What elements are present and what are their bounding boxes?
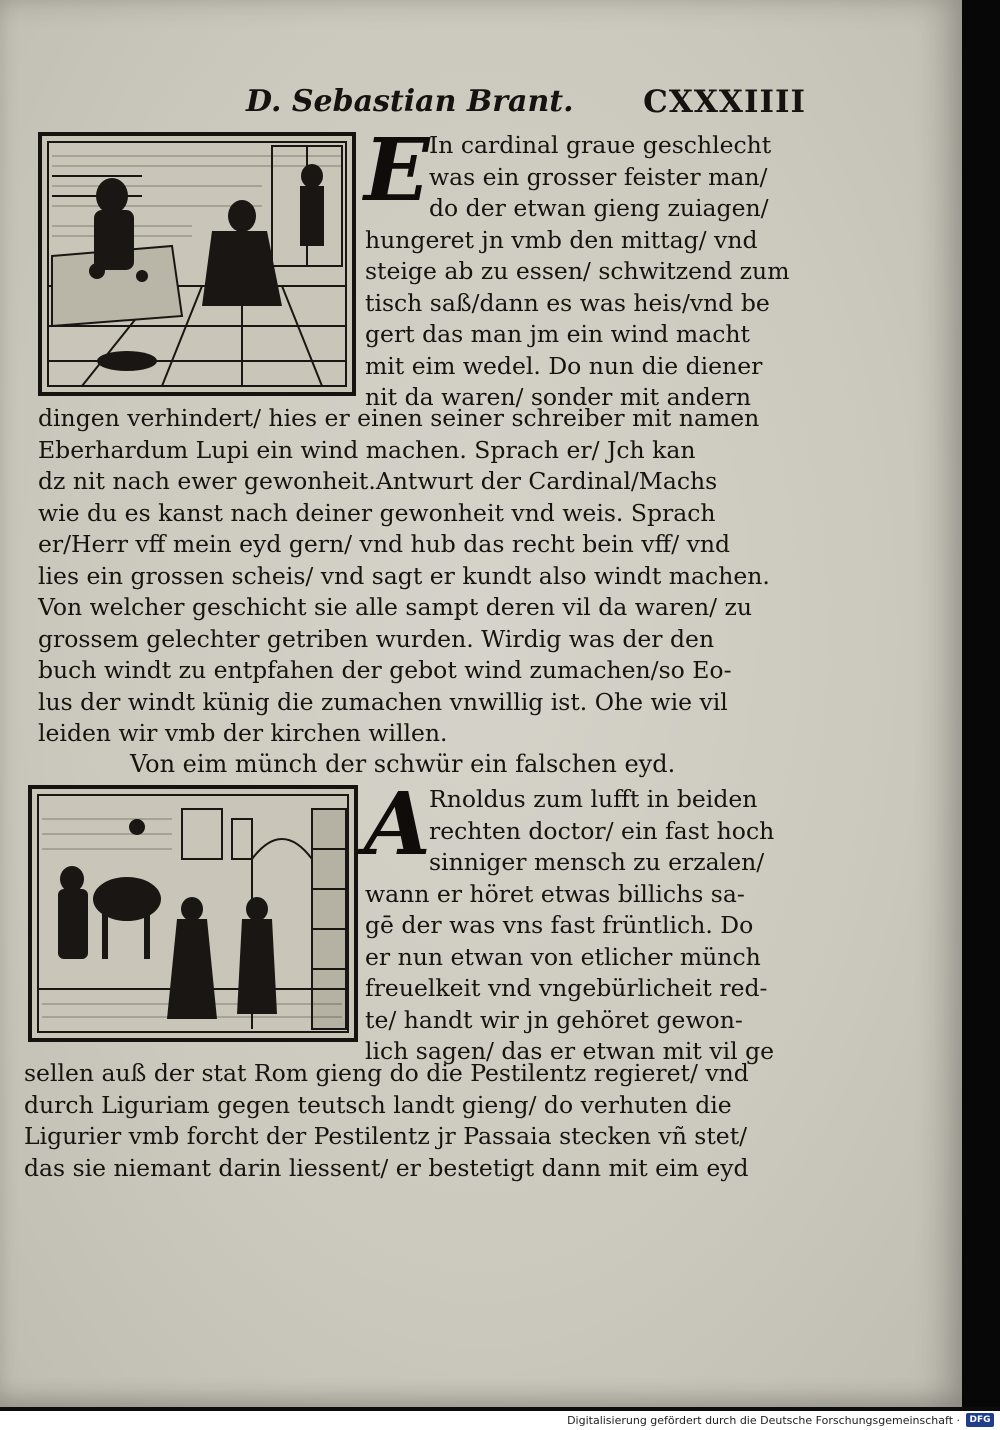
text-column-beside-woodcut-1 xyxy=(364,120,805,414)
running-head xyxy=(246,84,806,124)
text-line: wann er höret etwas billichs sa- xyxy=(365,879,745,908)
text-line: nit da waren/ sonder mit andern xyxy=(365,383,752,411)
text-block-full-width-1 xyxy=(38,403,808,750)
text-line: Von welcher geschicht sie alle sampt deren vil da waren/ zu xyxy=(38,593,753,621)
text-line: leiden wir vmb der kirchen willen. xyxy=(38,719,448,747)
drop-cap-initial: E xyxy=(364,120,430,221)
text-line: grossem gelechter getriben wurden. Wirdig was der den xyxy=(38,624,715,653)
text-line: tisch saß/dann es was heis/vnd be xyxy=(365,288,770,317)
text-line: er/Herr vff mein eyd gern/ vnd hub das recht bein vff/ vnd xyxy=(38,530,731,558)
text-line: dingen verhindert/ hies er einen seiner schreiber mit namen xyxy=(38,404,760,432)
section-heading: Von eim münch der schwür ein falschen eyd. xyxy=(130,750,676,778)
text-line: sinniger mensch zu erzalen/ xyxy=(429,848,765,876)
text-line: was ein grosser feister man/ xyxy=(429,162,768,191)
text-column-beside-woodcut-2 xyxy=(364,774,805,1068)
funding-credit: Digitalisierung gefördert durch die Deutsche Forschungsgemeinschaft · xyxy=(567,1414,960,1427)
running-head-author: D. Sebastian Brant. xyxy=(246,84,574,119)
text-line: In cardinal graue geschlecht xyxy=(429,131,772,159)
folio-number: CXXXIIII xyxy=(643,84,806,120)
text-line: Rnoldus zum lufft in beiden xyxy=(429,785,758,813)
text-line: mit eim wedel. Do nun die diener xyxy=(365,351,763,380)
drop-cap-initial: A xyxy=(364,774,431,875)
text-line: Eberhardum Lupi ein wind machen. Sprach er/ Jch kan xyxy=(38,435,696,464)
text-line: dz nit nach ewer gewonheit.Antwurt der Cardinal/Machs xyxy=(38,467,718,495)
woodcut-gate-icon xyxy=(28,785,358,1042)
text-line: steige ab zu essen/ schwitzend zum xyxy=(365,257,790,285)
text-line: wie du es kanst nach deiner gewonheit vnd weis. Sprach xyxy=(38,498,716,527)
woodcut-banquet-icon xyxy=(38,132,356,396)
dfg-logo-icon: DFG xyxy=(966,1413,994,1427)
text-line: lies ein grossen scheis/ vnd sagt er kundt also windt machen. xyxy=(38,561,770,590)
digitization-footer xyxy=(0,1411,1000,1430)
text-line: buch windt zu entpfahen der gebot wind zumachen/so Eo- xyxy=(38,656,732,684)
text-block-full-width-2 xyxy=(24,1058,804,1184)
text-line: das sie niemant darin liessent/ er bestetigt dann mit eim eyd xyxy=(24,1153,749,1182)
text-line: sellen auß der stat Rom gieng do die Pestilentz regieret/ vnd xyxy=(24,1059,749,1087)
text-line: durch Liguriam gegen teutsch landt gieng/ do verhuten die xyxy=(24,1090,732,1119)
text-line: rechten doctor/ ein fast hoch xyxy=(429,816,775,845)
text-line: gert das man jm ein wind macht xyxy=(365,320,750,348)
scan-edge xyxy=(962,0,1000,1407)
text-line: do der etwan gieng zuiagen/ xyxy=(429,194,769,222)
text-line: lich sagen/ das er etwan mit vil ge xyxy=(365,1037,775,1065)
text-line: te/ handt wir jn gehöret gewon- xyxy=(365,1005,743,1034)
text-line: gē der was vns fast früntlich. Do xyxy=(365,911,754,939)
text-line: freuelkeit vnd vngebürlicheit red- xyxy=(365,974,768,1002)
text-line: er nun etwan von etlicher münch xyxy=(365,942,761,971)
text-line: Ligurier vmb forcht der Pestilentz jr Passaia stecken vñ stet/ xyxy=(24,1122,748,1150)
text-line: hungeret jn vmb den mittag/ vnd xyxy=(365,225,758,254)
text-line: lus der windt künig die zumachen vnwillig ist. Ohe wie vil xyxy=(38,687,728,716)
